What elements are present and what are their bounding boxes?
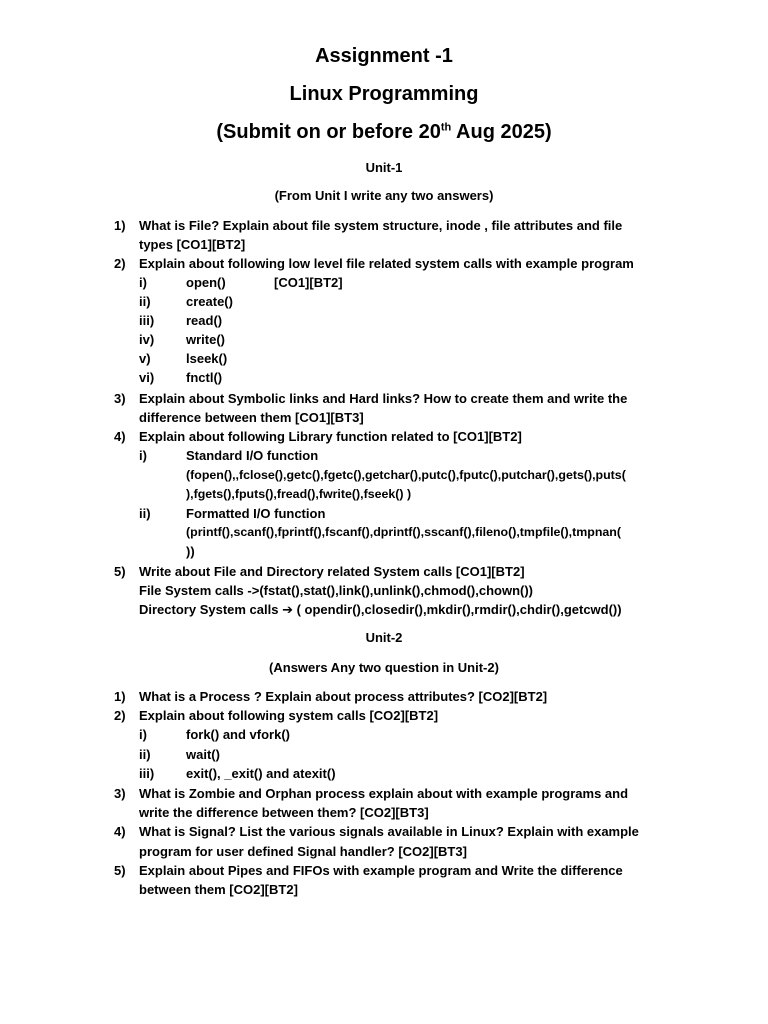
u1-q2-item-number: ii): [139, 294, 151, 309]
page-title: Assignment -1: [315, 45, 453, 67]
unit2-heading: Unit-2: [365, 630, 403, 645]
right-arrow-icon: ➔: [282, 602, 293, 617]
u1-q4-i-title: Standard I/O function: [186, 448, 319, 463]
u2-q1-line1: What is a Process ? Explain about process attributes? [CO2][BT2]: [139, 689, 548, 704]
u1-q5-line3-prefix: Directory System calls: [139, 602, 283, 617]
u1-q1-line2: types [CO1][BT2]: [139, 237, 246, 252]
u1-q2-item-number: i): [139, 275, 147, 290]
u2-q2-item-text: fork() and vfork(): [186, 727, 290, 742]
u2-q1-number: 1): [114, 689, 126, 704]
u2-q2-item-text: exit(), _exit() and atexit(): [186, 766, 336, 781]
u1-q2-item-number: iii): [139, 313, 155, 328]
u1-q3-line1: Explain about Symbolic links and Hard links? How to create them and write the: [139, 391, 628, 406]
u2-q2-item-number: i): [139, 727, 147, 742]
u1-q5-line2: File System calls ->(fstat(),stat(),link(),unlink(),chmod(),chown()): [139, 583, 533, 598]
unit1-heading: Unit-1: [365, 160, 403, 175]
u2-q2-number: 2): [114, 708, 126, 723]
u2-q4-line1: What is Signal? List the various signals available in Linux? Explain with example: [139, 824, 639, 839]
u2-q2-item-text: wait(): [186, 747, 220, 762]
u2-q5-line2: between them [CO2][BT2]: [139, 882, 298, 897]
u1-q2-number: 2): [114, 256, 126, 271]
u1-q2-item-text: write(): [186, 332, 225, 347]
u1-q5-number: 5): [114, 564, 126, 579]
u1-q2-line1: Explain about following low level file related system calls with example program: [139, 256, 634, 271]
u1-q2-item-text: lseek(): [186, 351, 228, 366]
deadline-suffix: Aug 2025): [451, 121, 552, 143]
unit2-instruction: (Answers Any two question in Unit-2): [269, 660, 499, 675]
deadline-prefix: (Submit on or before 20: [216, 121, 441, 143]
unit1-instruction: (From Unit I write any two answers): [274, 188, 494, 203]
u2-q4-number: 4): [114, 824, 126, 839]
u1-q4-number: 4): [114, 429, 126, 444]
u2-q3-number: 3): [114, 786, 126, 801]
u1-q5-line3: [139, 601, 622, 618]
u2-q5-line1: Explain about Pipes and FIFOs with example program and Write the difference: [139, 863, 623, 878]
u2-q2-line1: Explain about following system calls [CO2][BT2]: [139, 708, 439, 723]
u1-q2-item-number: iv): [139, 332, 155, 347]
u1-q4-ii-line1: (printf(),scanf(),fprintf(),fscanf(),dprintf(),sscanf(),fileno(),tmpfile(),tmpnan(: [186, 525, 621, 539]
u2-q2-item-number: ii): [139, 747, 151, 762]
u1-q2-item-text: read(): [186, 313, 223, 328]
u1-q3-number: 3): [114, 391, 126, 406]
u1-q5-line3-suffix: ( opendir(),closedir(),mkdir(),rmdir(),chdir(),getcwd()): [292, 602, 622, 617]
u1-q2-item-number: v): [139, 351, 151, 366]
u1-q4-ii-title: Formatted I/O function: [186, 506, 326, 521]
u1-q4-i-line1: (fopen(),,fclose(),getc(),fgetc(),getchar(),putc(),fputc(),putchar(),gets(),puts(: [186, 468, 626, 482]
u2-q4-line2: program for user defined Signal handler? [CO2][BT3]: [139, 844, 467, 859]
u1-q3-line2: difference between them [CO1][BT3]: [139, 410, 364, 425]
deadline: [0, 121, 768, 144]
u1-q2-item-text: create(): [186, 294, 233, 309]
subject-title: Linux Programming: [289, 83, 479, 105]
u1-q4-line1: Explain about following Library function related to [CO1][BT2]: [139, 429, 522, 444]
u2-q3-line2: write the difference between them? [CO2][BT3]: [139, 805, 429, 820]
u2-q2-item-number: iii): [139, 766, 155, 781]
u1-q2-item-number: vi): [139, 370, 155, 385]
u1-q4-i-line2: ),fgets(),fputs(),fread(),fwrite(),fseek() ): [186, 487, 412, 501]
u1-q5-line1: Write about File and Directory related System calls [CO1][BT2]: [139, 564, 525, 579]
u1-q4-ii-number: ii): [139, 506, 151, 521]
deadline-sup: th: [440, 121, 452, 134]
u1-q1-number: 1): [114, 218, 126, 233]
u1-q1-line1: What is File? Explain about file system structure, inode , file attributes and file: [139, 218, 623, 233]
u2-q5-number: 5): [114, 863, 126, 878]
u1-q2-item-text: open(): [186, 275, 226, 290]
u1-q2-item-text: fnctl(): [186, 370, 223, 385]
u2-q3-line1: What is Zombie and Orphan process explain about with example programs and: [139, 786, 629, 801]
u1-q4-ii-line2: )): [186, 544, 195, 559]
u1-q4-i-number: i): [139, 448, 147, 463]
u1-q2-tag: [CO1][BT2]: [274, 275, 343, 290]
